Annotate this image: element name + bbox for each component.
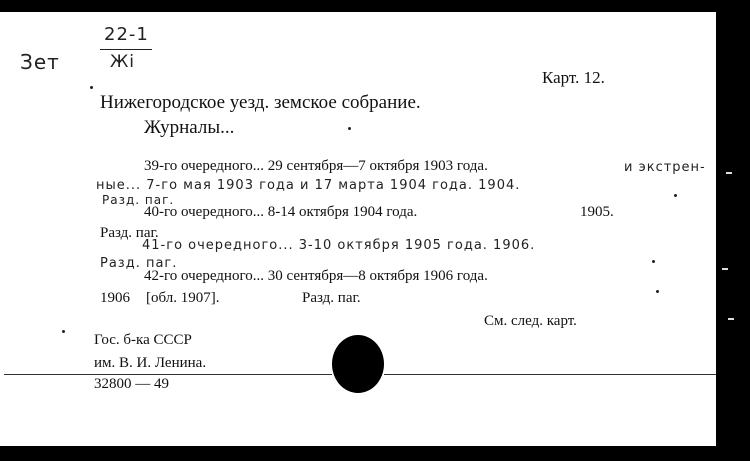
- shelfmark-numerator: 22-1: [104, 24, 149, 45]
- entry-39-hand-line3: Разд. паг.: [102, 193, 175, 207]
- card-number: Карт. 12.: [542, 68, 605, 87]
- shelfmark-denominator: Жi: [110, 52, 136, 72]
- bottom-rule-left: [4, 374, 332, 375]
- punch-hole: [332, 335, 384, 393]
- shelfmark-fraction-line: [100, 49, 152, 50]
- speck: [656, 290, 659, 293]
- catalog-card: [0, 12, 716, 446]
- entry-40-line: 40-го очередного... 8-14 октября 1904 года.: [144, 204, 418, 220]
- entry-42-year: 1906: [100, 290, 130, 306]
- speck: [348, 127, 351, 130]
- entry-42-cover-year: [обл. 1907].: [146, 290, 220, 306]
- entry-40-year: 1905.: [580, 204, 614, 220]
- edge-mark: [722, 268, 728, 270]
- library-line2: им. В. И. Ленина.: [94, 355, 207, 371]
- speck: [674, 194, 677, 197]
- edge-mark: [726, 172, 732, 174]
- entry-41-hand: 41-го очередного... 3-10 октября 1905 года. 1906.: [142, 238, 536, 253]
- entry-42-line: 42-го очередного... 30 сентября—8 октября 1906 года.: [144, 268, 488, 284]
- heading: Нижегородское уезд. земское собрание.: [100, 92, 421, 113]
- entry-39-hand-cont: и экстрен-: [624, 160, 706, 175]
- library-line1: Гос. б-ка СССР: [94, 332, 192, 348]
- entry-42-pagination: Разд. паг.: [302, 290, 361, 306]
- entry-41-pagination: Разд. паг.: [100, 256, 178, 271]
- see-next-card: См. след. карт.: [484, 313, 577, 329]
- entry-40-pagination: Разд. паг.: [100, 225, 159, 241]
- scan-edge: [716, 0, 750, 461]
- subheading: Журналы...: [144, 117, 235, 138]
- speck: [652, 260, 655, 263]
- bottom-rule-right: [384, 374, 716, 375]
- speck: [90, 86, 93, 89]
- entry-39-line: 39-го очередного... 29 сентября—7 октября 1903 года.: [144, 158, 488, 174]
- speck: [62, 330, 65, 333]
- edge-mark: [728, 318, 734, 320]
- entry-39-hand-line2: ные... 7-го мая 1903 года и 17 марта 1904 года. 1904.: [96, 178, 521, 193]
- library-line3: 32800 — 49: [94, 376, 169, 392]
- shelfmark-prefix: Зет: [20, 50, 60, 74]
